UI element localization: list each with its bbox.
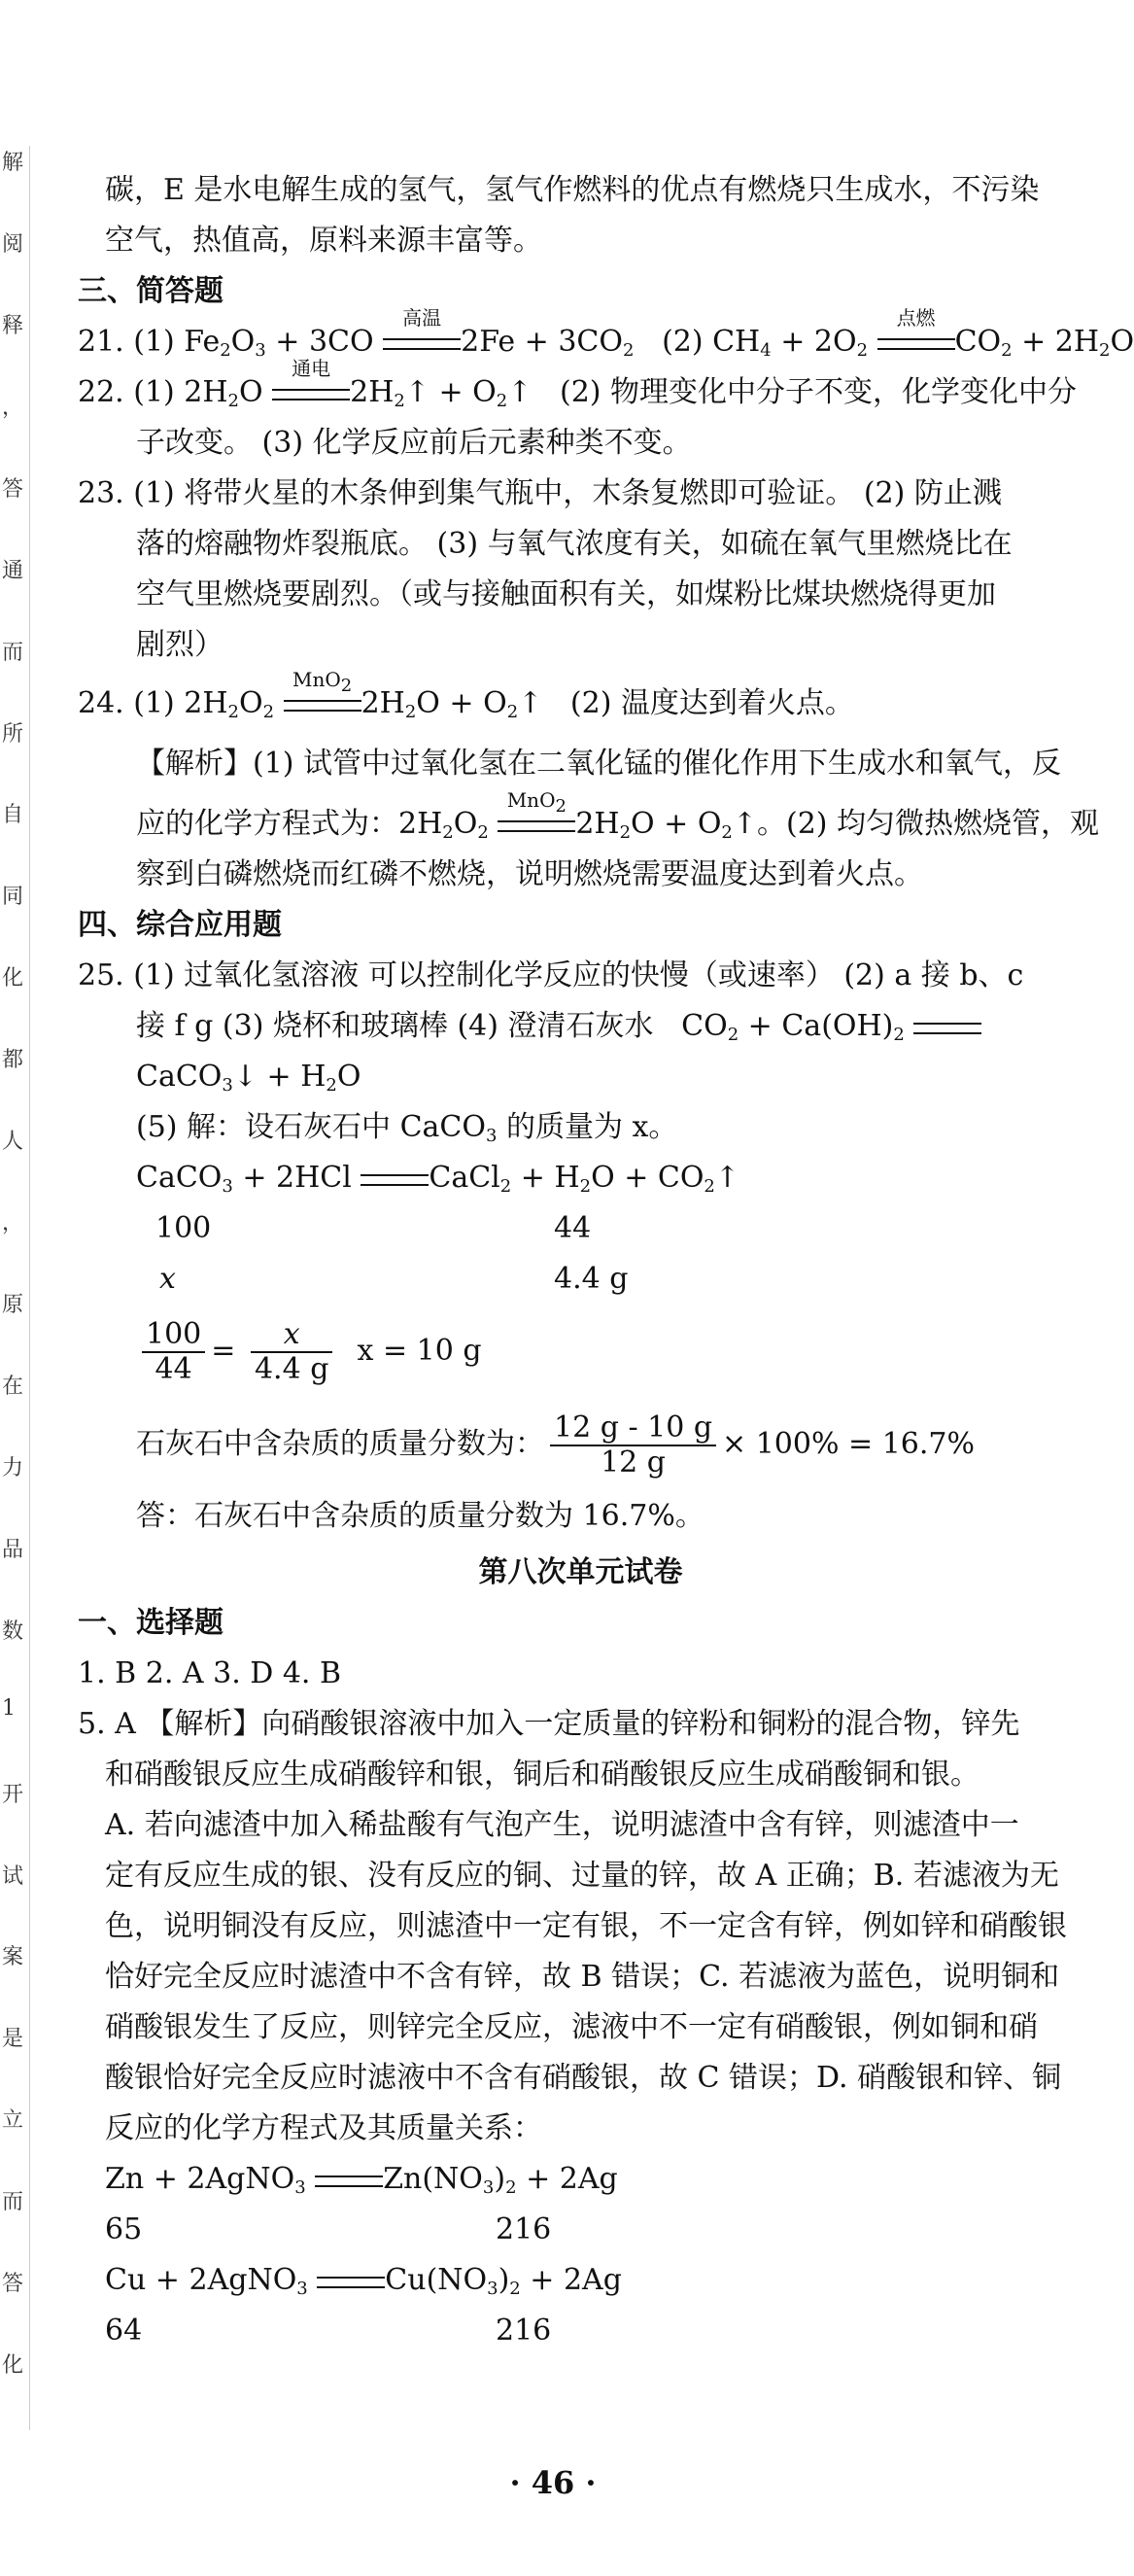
margin-char: 同: [2, 885, 24, 910]
reaction-condition: 高温: [383, 329, 461, 358]
text-line: 硝酸银发生了反应，则锌完全反应，滤液中不一定有硝酸银，例如铜和硝: [105, 2010, 1038, 2044]
margin-char: 力: [2, 1455, 24, 1480]
equation-line: CaCO$_3$ + 2HCl CaCl$_2$ + $H_2O$ + $CO_2↑$: [136, 1161, 740, 1197]
text-line: (5) 解：设石灰石中 CaCO$_3$ 的质量为 x。: [136, 1110, 678, 1146]
text-line: 【解析】(1) 试管中过氧化氢在二氧化锰的催化作用下生成水和氧气，反: [136, 747, 1062, 781]
margin-char: 是: [2, 2027, 24, 2052]
margin-divider: [29, 146, 30, 2430]
margin-char: 开: [2, 1782, 24, 1807]
text-line: 接 f g (3) 烧杯和玻璃棒 (4) 澄清石灰水 $CO_2 + Ca(OH)_2$: [78, 1001, 1083, 1052]
text-line: CaCO$_3$↓ + $H_2O$: [136, 1060, 361, 1096]
section-heading: 四、综合应用题: [78, 908, 282, 942]
equation-line: Zn + 2AgNO$_3$ $Zn(NO_3)_2 + 2Ag$: [105, 2162, 618, 2198]
margin-char: 案: [2, 1945, 24, 1970]
margin-char: 而: [2, 640, 24, 665]
margin-binding-strip: [0, 146, 24, 2479]
q22-line: 22. (1) $2H_2O$ 通电 $2H_2↑$ + $O_2↑$ (2) 物理变化中分子不变，化学变化中分: [78, 357, 1078, 411]
margin-char: 1: [2, 1695, 16, 1721]
margin-char: 化: [2, 966, 24, 992]
fraction: $\frac{x}{4.4 g}$: [251, 1318, 332, 1386]
text-line: 1. B 2. A 3. D 4. B: [78, 1656, 342, 1690]
section-heading: 三、简答题: [78, 274, 223, 308]
reaction-condition: 点燃: [877, 329, 955, 358]
proportion-line: $\frac{100}{44}$ = $\frac{x}{4.4 g}$ x = 10 g: [78, 1305, 1083, 1398]
margin-char: 立: [2, 2108, 24, 2134]
mass-row: 65 216: [105, 2212, 552, 2246]
margin-char: ，: [2, 395, 24, 420]
text-line: 25. (1) 过氧化氢溶液 可以控制化学反应的快慢（或速率） (2) a 接 b、c: [78, 958, 1024, 992]
margin-char: 试: [2, 1863, 24, 1889]
reaction-condition: MnO$_2$: [498, 811, 575, 840]
margin-char: 在: [2, 1374, 24, 1399]
text-line: 和硝酸银反应生成硝酸锌和银，铜后和硝酸银反应生成硝酸铜和银。: [105, 1758, 979, 1792]
text-line: 察到白磷燃烧而红磷不燃烧，说明燃烧需要温度达到着火点。: [136, 857, 923, 891]
margin-char: 人: [2, 1130, 24, 1155]
margin-char: 数: [2, 1619, 24, 1644]
text-line: A. 若向滤渣中加入稀盐酸有气泡产生，说明滤渣中含有锌，则滤渣中一: [105, 1808, 1019, 1842]
text-line: 酸银恰好完全反应时滤液中不含有硝酸银，故 C 错误；D. 硝酸银和锌、铜: [105, 2061, 1062, 2095]
margin-char: 答: [2, 476, 24, 502]
reaction-condition: [317, 2267, 385, 2296]
margin-char: ，: [2, 1211, 24, 1236]
text-line: 色，说明铜没有反应，则滤渣中一定有银，不一定含有锌，例如锌和硝酸银: [105, 1909, 1067, 1943]
fraction: $\frac{100}{44}$: [142, 1318, 205, 1386]
text-line: 答：石灰石中含杂质的质量分数为 16.7%。: [136, 1499, 704, 1533]
margin-char: 化: [2, 2353, 24, 2379]
q21-line: 21. (1) $Fe_2O_3 + 3CO$ 高温 $2Fe + 3CO_2$ (2) $CH_4 + 2O_2$ 点燃 $CO_2 + 2H_2O$: [78, 306, 1134, 361]
reaction-condition: 通电: [272, 379, 350, 408]
text-line: 落的熔融物炸裂瓶底。 (3) 与氧气浓度有关，如硫在氧气里燃烧比在: [136, 527, 1013, 561]
text-line: 空气，热值高，原料来源丰富等。: [105, 224, 542, 258]
section-heading: 一、选择题: [78, 1606, 223, 1640]
margin-char: 阅: [2, 231, 24, 257]
text-line: 23. (1) 将带火星的木条伸到集气瓶中，木条复燃即可验证。 (2) 防止溅: [78, 476, 1002, 510]
margin-char: 答: [2, 2272, 24, 2297]
reaction-condition: [315, 2166, 383, 2195]
text-line: 5. A 【解析】向硝酸银溶液中加入一定质量的锌粉和铜粉的混合物，锌先: [78, 1707, 1020, 1741]
reaction-condition: [913, 1013, 981, 1042]
margin-char: 品: [2, 1537, 24, 1562]
margin-char: 通: [2, 558, 24, 583]
margin-char: 所: [2, 721, 24, 747]
text-line: 空气里燃烧要剧烈。（或与接触面积有关，如煤粉比煤块燃烧得更加: [136, 577, 996, 611]
mass-row: 100 44: [155, 1211, 592, 1245]
text-line: 碳，E 是水电解生成的氢气，氢气作燃料的优点有燃烧只生成水，不污染: [105, 173, 1040, 207]
margin-char: 而: [2, 2190, 24, 2215]
text-line: 反应的化学方程式及其质量关系：: [105, 2111, 542, 2145]
text-line: 应的化学方程式为：$2H_2O_2$ MnO$_2$ $2H_2O$ + $O_2↑$。(2) 均匀微热燃烧管，观: [136, 788, 1100, 843]
text-line: 恰好完全反应时滤渣中不含有锌，故 B 错误；C. 若滤液为蓝色，说明铜和: [105, 1960, 1060, 1994]
margin-char: 解: [2, 151, 24, 175]
margin-char: 释: [2, 313, 24, 338]
reaction-condition: MnO$_2$: [284, 690, 361, 719]
page-number: · 46 ·: [509, 2464, 597, 2501]
text-line: 子改变。 (3) 化学反应前后元素种类不变。: [136, 426, 692, 460]
text-line: 剧烈）: [136, 628, 223, 662]
mass-row: 64 216: [105, 2314, 552, 2348]
fraction: $\frac{12 g - 10 g}{12 g}$: [550, 1411, 716, 1479]
q24-line: 24. (1) $2H_2O_2$ MnO$_2$ $2H_2O$ + $O_2↑$ (2) 温度达到着火点。: [78, 668, 854, 722]
margin-char: 自: [2, 803, 24, 828]
section-title: 第八次单元试卷: [478, 1555, 683, 1589]
margin-char: 都: [2, 1048, 24, 1073]
text-line: 定有反应生成的银、没有反应的铜、过量的锌，故 A 正确；B. 若滤液为无: [105, 1859, 1059, 1893]
equation-line: Cu + 2AgNO$_3$ $Cu(NO_3)_2 + 2Ag$: [105, 2263, 622, 2299]
answer-content: [78, 165, 1134, 2356]
mass-row: x 4.4 g: [159, 1262, 629, 1296]
margin-char: 原: [2, 1293, 24, 1317]
reaction-condition: [361, 1165, 429, 1194]
impurity-line: 石灰石中含杂质的质量分数为： $\frac{12 g - 10 g}{12 g}$ × 100% = 16.7%: [136, 1410, 975, 1479]
